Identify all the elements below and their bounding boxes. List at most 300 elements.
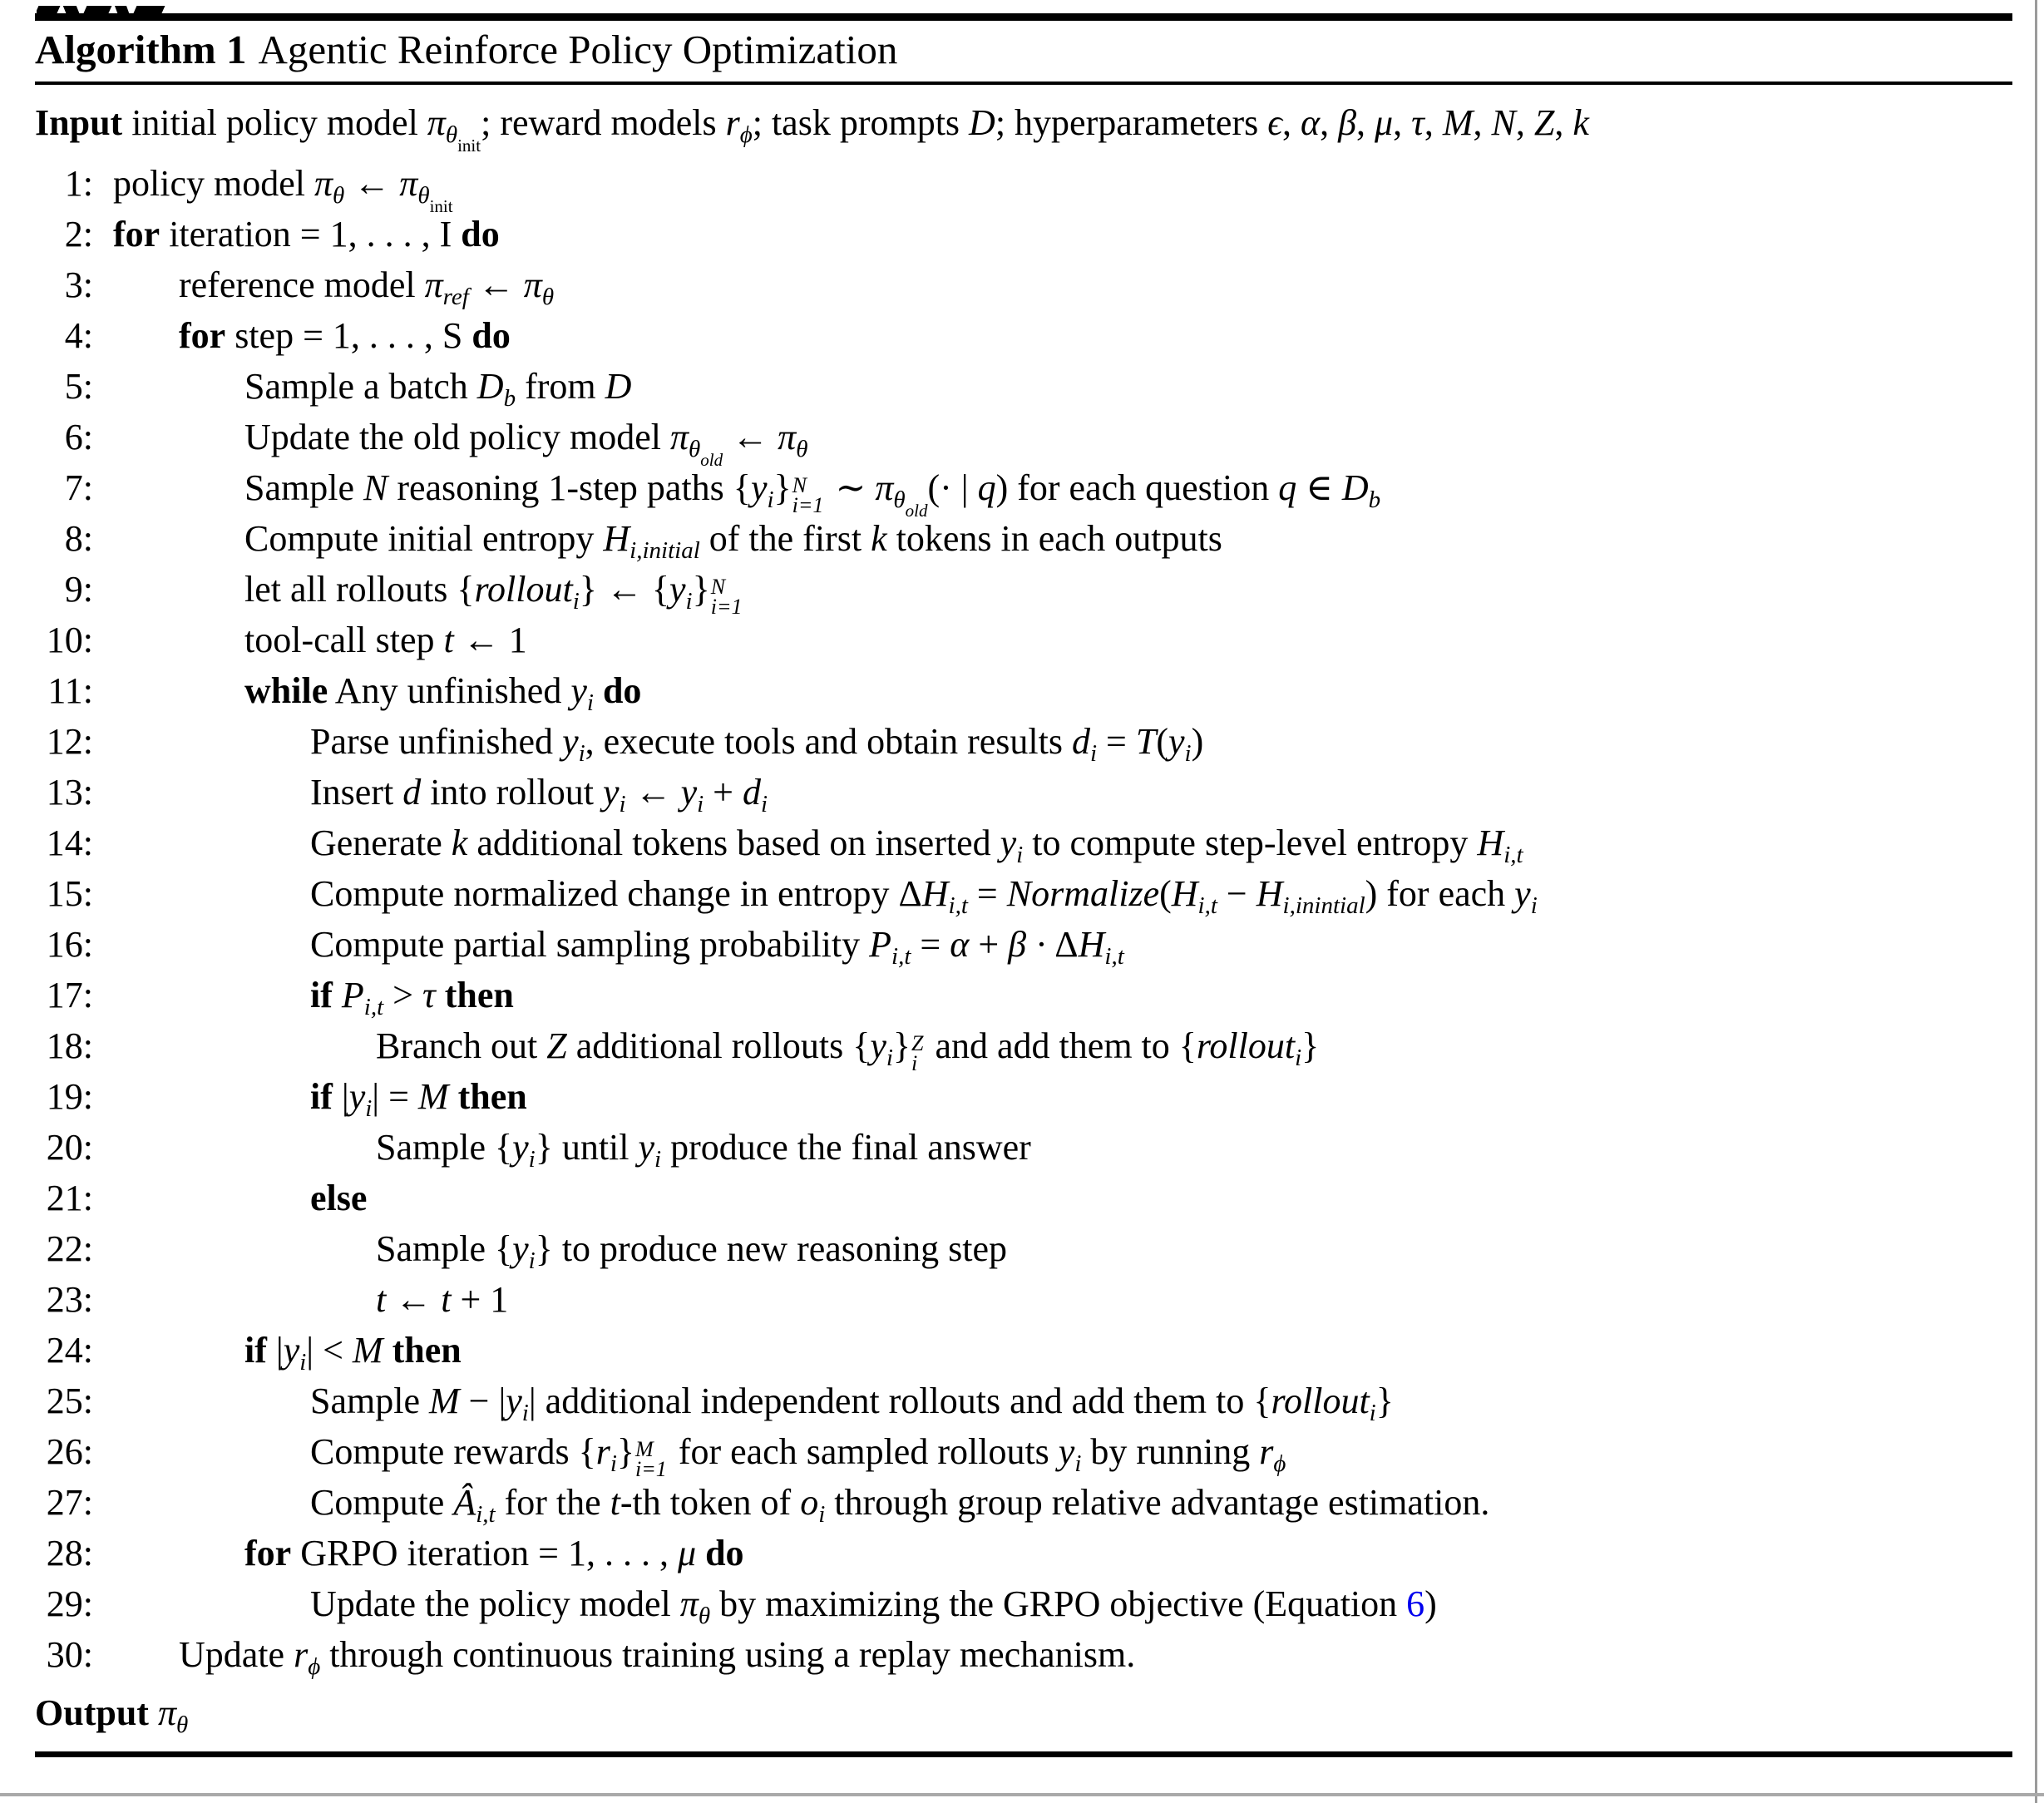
text-run: }: [773, 467, 792, 508]
text-run: y: [1168, 721, 1185, 762]
line-number: 29:: [46, 1583, 93, 1624]
text-run: ϕ: [308, 1653, 321, 1680]
text-run: y: [570, 670, 587, 711]
text-run: Input: [35, 102, 123, 143]
text-run: i: [1074, 1450, 1082, 1477]
text-run: =: [911, 924, 950, 965]
text-run: π: [670, 417, 689, 457]
text-run: tokens in each outputs: [886, 518, 1222, 559]
text-run: M: [1442, 102, 1474, 143]
text-run: =: [967, 873, 1007, 914]
text-run: π: [424, 264, 443, 305]
algorithm-line: [0, 767, 2044, 818]
text-run: |: [332, 1076, 349, 1117]
text-run: ): [1191, 721, 1204, 762]
text-run: P: [869, 924, 892, 965]
text-run: y: [283, 1330, 300, 1371]
text-run: if: [310, 1076, 333, 1117]
text-run: τ: [422, 975, 436, 1015]
page-edge-right: [2035, 0, 2037, 1803]
text-run: H: [1078, 924, 1105, 965]
text-run: reasoning 1-step paths {: [388, 467, 751, 508]
algorithm-line: [0, 1376, 2044, 1426]
text-run: ←: [625, 772, 681, 813]
algorithm-line: [0, 818, 2044, 868]
text-run: ref: [442, 284, 469, 310]
text-run: i: [1089, 740, 1098, 767]
stacked-scripts: Z i: [911, 1031, 924, 1075]
text-run: then: [457, 1076, 527, 1117]
text-run: H: [1171, 873, 1198, 914]
line-number: 11:: [47, 670, 93, 711]
line-number: 17:: [46, 975, 93, 1015]
text-run: π: [679, 1583, 699, 1624]
text-run: initial policy model: [122, 102, 427, 143]
algorithm-title: [35, 20, 897, 80]
text-run: }: [892, 1025, 911, 1066]
text-run: θ: [689, 436, 701, 462]
text-run: }: [616, 1431, 635, 1472]
text-run: π: [157, 1692, 176, 1733]
text-run: i: [654, 1146, 662, 1173]
text-run: π: [778, 417, 797, 457]
text-run: y: [669, 569, 686, 610]
text-run: (· |: [927, 467, 978, 508]
text-run: b: [503, 385, 516, 412]
algorithm-line: [0, 462, 2044, 521]
text-run: while: [244, 670, 328, 711]
line-number: 10:: [46, 620, 93, 660]
text-run: =: [1097, 721, 1136, 762]
text-run: y: [1058, 1431, 1075, 1472]
text-run: do: [602, 670, 642, 711]
line-number: 5:: [64, 366, 93, 407]
algorithm-label: Algorithm 1: [35, 27, 247, 72]
algorithm-line: [0, 716, 2044, 767]
text-run: ) for each question: [995, 467, 1279, 508]
text-run: Compute normalized change in entropy Δ: [310, 873, 922, 914]
text-run: old: [905, 501, 928, 521]
text-run: i,inintial: [1282, 892, 1365, 919]
text-run: π: [427, 102, 446, 143]
text-run: for each sampled rollouts: [669, 1431, 1059, 1472]
text-run: ): [1424, 1583, 1437, 1624]
text-run: α: [1300, 102, 1321, 143]
stacked-scripts: M i=1: [635, 1437, 667, 1481]
text-run: init: [429, 196, 453, 216]
text-run: rollout: [1271, 1381, 1370, 1421]
text-run: if: [310, 975, 333, 1015]
text-run: i: [521, 1400, 529, 1426]
text-run: ϕ: [1273, 1450, 1286, 1477]
text-run: additional tokens based on inserted: [467, 822, 1000, 863]
text-run: k: [451, 822, 468, 863]
algorithm-body: [0, 158, 2044, 1680]
algorithm-line: [0, 1528, 2044, 1578]
line-number: 19:: [46, 1076, 93, 1117]
algorithm-line: [0, 412, 2044, 470]
text-run: Update: [179, 1634, 294, 1675]
text-run: ,: [1393, 102, 1412, 143]
line-number: 25:: [46, 1381, 93, 1421]
text-run: Compute rewards {: [310, 1431, 596, 1472]
text-run: θ: [698, 1603, 711, 1629]
algorithm-line: [0, 1629, 2044, 1680]
line-number: 21:: [46, 1178, 93, 1218]
text-run: d: [402, 772, 422, 813]
text-run: i: [299, 1349, 307, 1376]
algorithm-line: [0, 513, 2044, 564]
text-run: >: [383, 975, 422, 1015]
text-run: i,t: [1197, 892, 1217, 919]
text-run: i: [578, 740, 585, 767]
text-run: t: [443, 620, 454, 660]
text-run: t: [441, 1279, 452, 1320]
line-number: 1:: [64, 163, 93, 204]
algorithm-line: [0, 1071, 2044, 1122]
text-run: Update the policy model: [310, 1583, 680, 1624]
line-number: 3:: [64, 264, 93, 305]
text-run: into rollout: [421, 772, 603, 813]
algorithm-line: [0, 1578, 2044, 1629]
text-run: [594, 670, 603, 711]
text-run: i: [1016, 842, 1024, 868]
text-run: ∼: [826, 467, 876, 508]
bottom-rule: [35, 1751, 2012, 1757]
text-run: β: [1008, 924, 1027, 965]
algorithm-line: [0, 1173, 2044, 1223]
text-run: ,: [1515, 102, 1534, 143]
text-run: ,: [1424, 102, 1443, 143]
text-run: π: [875, 467, 894, 508]
text-run: P: [341, 975, 364, 1015]
text-run: [149, 1692, 158, 1733]
text-run: M: [428, 1381, 460, 1421]
text-run: D: [476, 366, 504, 407]
stacked-scripts: N i=1: [710, 575, 743, 619]
text-run: Sample {: [376, 1127, 513, 1168]
text-run: if: [244, 1330, 267, 1371]
text-run: rollout: [1196, 1025, 1296, 1066]
text-run: i: [760, 791, 768, 818]
text-run: through continuous training using a replay mechanism.: [320, 1634, 1136, 1675]
text-run: i: [365, 1095, 373, 1122]
text-run: GRPO iteration = 1, . . . ,: [291, 1533, 678, 1573]
text-run: then: [392, 1330, 462, 1371]
text-run: (: [1156, 721, 1168, 762]
text-run: θ: [893, 487, 906, 513]
algorithm-line: [0, 564, 2044, 619]
text-run: y: [870, 1025, 886, 1066]
line-number: 22:: [46, 1228, 93, 1269]
text-run: | additional independent rollouts and add them to {: [528, 1381, 1271, 1421]
text-run: i: [528, 1146, 536, 1173]
line-number: 8:: [64, 518, 93, 559]
algorithm-line: [0, 868, 2044, 919]
algorithm-line: [0, 1426, 2044, 1481]
text-run: θ: [541, 284, 555, 310]
text-run: from: [516, 366, 605, 407]
algorithm-line: [0, 1274, 2044, 1325]
line-number: 27:: [46, 1482, 93, 1523]
text-run: i: [528, 1247, 536, 1274]
text-run: ; reward models: [481, 102, 726, 143]
text-run: − |: [459, 1381, 506, 1421]
text-run: }: [692, 569, 710, 610]
text-run: ,: [1320, 102, 1339, 143]
text-run: to compute step-level entropy: [1023, 822, 1478, 863]
line-number: 28:: [46, 1533, 93, 1573]
text-run: i: [610, 1450, 617, 1477]
text-run: M: [417, 1076, 449, 1117]
text-run: i: [586, 689, 594, 716]
text-run: Sample a batch: [244, 366, 477, 407]
text-run: y: [512, 1127, 529, 1168]
text-run: y: [1000, 822, 1017, 863]
text-run: reference model: [179, 264, 425, 305]
text-run: through group relative advantage estimation.: [825, 1482, 1490, 1523]
text-run: y: [348, 1076, 366, 1117]
line-number: 6:: [64, 417, 93, 457]
line-number: 9:: [64, 569, 93, 610]
text-run: ∈: [1296, 467, 1342, 508]
text-run: d: [1071, 721, 1090, 762]
text-run: t: [376, 1279, 387, 1320]
text-run: y: [562, 721, 579, 762]
text-run: of the first: [699, 518, 871, 559]
text-run: Z: [546, 1025, 567, 1066]
text-run: q: [1278, 467, 1297, 508]
text-run: Output: [35, 1692, 149, 1733]
text-run: θ: [333, 182, 345, 209]
text-run: else: [310, 1178, 368, 1218]
line-number: 2:: [64, 214, 93, 254]
algorithm-line: [0, 615, 2044, 665]
text-run: α: [950, 924, 970, 965]
text-run: i: [1295, 1045, 1302, 1071]
text-run: Generate: [310, 822, 452, 863]
algorithm-line: [0, 665, 2044, 716]
text-run: y: [750, 467, 768, 508]
text-run: r: [1259, 1431, 1274, 1472]
text-run: let all rollouts {: [244, 569, 475, 610]
output-line: [35, 1680, 188, 1746]
input-line: [35, 90, 1589, 156]
algorithm-line: [0, 158, 2044, 216]
text-run: }: [1375, 1381, 1394, 1421]
text-run: Compute: [310, 1482, 454, 1523]
text-run: θ: [417, 182, 430, 209]
text-run: i: [1184, 740, 1192, 767]
text-run: k: [871, 518, 887, 559]
text-run: i: [767, 487, 774, 513]
text-run: μ: [1375, 102, 1394, 143]
text-run: do: [472, 315, 511, 356]
text-run: N: [363, 467, 388, 508]
algorithm-line: [0, 919, 2044, 970]
text-run: step = 1, . . . , S: [225, 315, 472, 356]
line-number: 13:: [46, 772, 93, 813]
algorithm-line: [0, 259, 2044, 310]
text-run: r: [725, 102, 740, 143]
text-run: H: [1256, 873, 1283, 914]
text-run: H: [1477, 822, 1504, 863]
text-run: μ: [677, 1533, 697, 1573]
text-run: -th token of: [620, 1482, 801, 1523]
text-run: old: [700, 450, 723, 470]
page-edge-bottom: [0, 1793, 2044, 1796]
algorithm-line: [0, 1223, 2044, 1274]
text-run: [383, 1330, 393, 1371]
text-run: i: [818, 1501, 826, 1528]
text-run: Normalize: [1006, 873, 1160, 914]
text-run: y: [602, 772, 620, 813]
text-run: i: [697, 791, 704, 818]
algorithm-line: [0, 1325, 2044, 1376]
text-run: y: [680, 772, 698, 813]
text-run: ) for each: [1365, 873, 1515, 914]
stacked-scripts: N i=1: [792, 473, 824, 517]
header-rule: [35, 82, 2012, 85]
text-run: i,initial: [629, 537, 700, 564]
text-run: i,t: [476, 1501, 496, 1528]
text-run: · Δ: [1026, 924, 1079, 965]
text-run: do: [461, 214, 500, 254]
text-run: Sample: [310, 1381, 429, 1421]
text-run: by maximizing the GRPO objective (Equation: [710, 1583, 1407, 1624]
text-run: and add them to {: [926, 1025, 1197, 1066]
text-run: ← 1: [453, 620, 527, 660]
text-run: b: [1368, 487, 1381, 513]
text-run: then: [444, 975, 514, 1015]
line-number: 12:: [46, 721, 93, 762]
text-run: i: [685, 588, 693, 615]
text-run: −: [1217, 873, 1257, 914]
text-run: y: [512, 1228, 529, 1269]
text-run: i: [572, 588, 580, 615]
text-run: i,t: [1104, 943, 1124, 970]
text-run: y: [1514, 873, 1531, 914]
text-run: Sample: [244, 467, 363, 508]
text-run: H: [603, 518, 630, 559]
algorithm-name: Agentic Reinforce Policy Optimization: [258, 27, 898, 72]
text-run: do: [705, 1533, 744, 1573]
text-run: tool-call step: [244, 620, 444, 660]
text-run: rollout: [474, 569, 573, 610]
text-run: | =: [372, 1076, 418, 1117]
text-run: d: [742, 772, 761, 813]
text-run: +: [969, 924, 1009, 965]
text-run: } ← {: [579, 569, 670, 610]
text-run: D: [1341, 467, 1369, 508]
text-run: i,t: [1503, 842, 1523, 868]
line-number: 20:: [46, 1127, 93, 1168]
text-run: for: [113, 214, 160, 254]
text-run: ←: [723, 417, 778, 457]
line-number: 15:: [46, 873, 93, 914]
text-run: θ: [176, 1712, 189, 1738]
text-run: y: [638, 1127, 655, 1168]
text-run: Sample {: [376, 1228, 513, 1269]
text-run: [436, 975, 445, 1015]
text-run: ϵ: [1267, 102, 1282, 143]
line-number: 18:: [46, 1025, 93, 1066]
text-run: t: [610, 1482, 620, 1523]
text-run: ←: [344, 163, 400, 204]
algorithm-line: [0, 310, 2044, 361]
text-run: i: [1530, 892, 1538, 919]
text-run: D: [969, 102, 995, 143]
text-run: π: [314, 163, 333, 204]
line-number: 16:: [46, 924, 93, 965]
text-run: by running: [1081, 1431, 1260, 1472]
text-run: r: [595, 1431, 610, 1472]
equation-link[interactable]: 6: [1406, 1583, 1425, 1624]
text-run: Â: [453, 1482, 476, 1523]
text-run: i: [1369, 1400, 1376, 1426]
text-run: i: [886, 1045, 893, 1071]
text-run: o: [800, 1482, 819, 1523]
text-run: +: [704, 772, 743, 813]
text-run: init: [457, 136, 481, 156]
text-run: q: [977, 467, 996, 508]
line-number: 14:: [46, 822, 93, 863]
text-run: D: [605, 366, 632, 407]
text-run: ϕ: [739, 121, 753, 148]
text-run: k: [1572, 102, 1589, 143]
text-run: |: [266, 1330, 284, 1371]
algorithm-line: [0, 209, 2044, 259]
text-run: } to produce new reasoning step: [535, 1228, 1007, 1269]
text-run: , execute tools and obtain results: [585, 721, 1072, 762]
line-number: 23:: [46, 1279, 93, 1320]
algorithm-line: [0, 1020, 2044, 1075]
text-run: }: [1301, 1025, 1320, 1066]
text-run: (: [1159, 873, 1172, 914]
line-number: 26:: [46, 1431, 93, 1472]
algorithm-line: [0, 1477, 2044, 1528]
text-run: θ: [445, 121, 458, 148]
text-run: β: [1338, 102, 1356, 143]
text-run: ,: [1554, 102, 1573, 143]
text-run: ,: [1356, 102, 1375, 143]
algorithm-line: [0, 1122, 2044, 1173]
text-run: [449, 1076, 458, 1117]
text-run: for the: [495, 1482, 610, 1523]
algorithm-line: [0, 361, 2044, 412]
text-run: for: [244, 1533, 292, 1573]
text-run: | <: [306, 1330, 353, 1371]
text-run: N: [1491, 102, 1516, 143]
text-run: T: [1135, 721, 1157, 762]
text-run: θ: [796, 436, 808, 462]
text-run: Update the old policy model: [244, 417, 670, 457]
text-run: τ: [1411, 102, 1424, 143]
text-run: Any unfinished: [328, 670, 571, 711]
text-run: i: [619, 791, 626, 818]
text-run: Compute partial sampling probability: [310, 924, 870, 965]
text-run: produce the final answer: [661, 1127, 1031, 1168]
text-run: Compute initial entropy: [244, 518, 604, 559]
text-run: [696, 1533, 705, 1573]
text-run: i,t: [948, 892, 968, 919]
text-run: π: [399, 163, 418, 204]
text-run: ; task prompts: [752, 102, 970, 143]
algorithm-line: [0, 970, 2044, 1020]
text-run: } until: [535, 1127, 639, 1168]
text-run: [333, 975, 342, 1015]
text-run: ←: [386, 1279, 442, 1320]
